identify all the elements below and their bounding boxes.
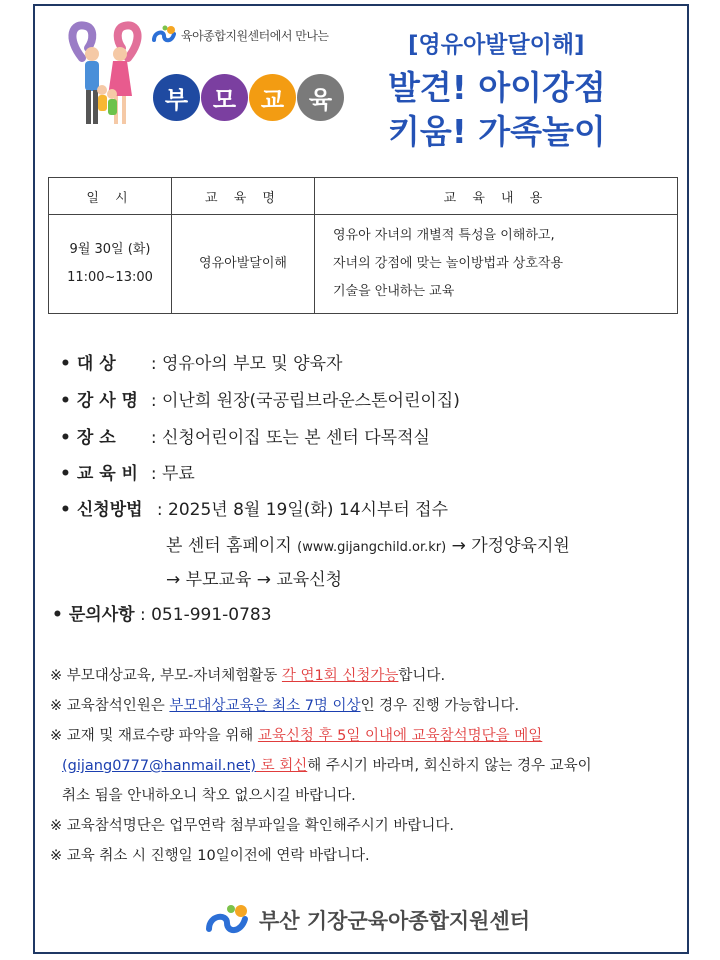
note-text: ※ 교재 및 재료수량 파악을 위해 [50, 728, 258, 744]
note-text: 해 주시기 바라며, 회신하지 않는 경우 교육이 [307, 758, 592, 774]
headline [388, 66, 606, 154]
content-line: 자녀의 강점에 맞는 놀이방법과 상호작용 [333, 256, 564, 271]
apply-line2-b: → 가정양육지원 [451, 536, 570, 556]
apply-line2-a: 본 센터 홈페이지 [166, 536, 292, 556]
apply-line-2 [166, 531, 570, 556]
target-label: 대 상 [76, 354, 116, 374]
cell-datetime [49, 215, 172, 314]
note-text: ※ 교육참석인원은 [50, 698, 170, 714]
category-label: [영유아발달이해] [408, 32, 585, 58]
apply-label: 신청방법 [76, 500, 143, 520]
target-value: : 영유아의 부모 및 양육자 [150, 354, 343, 374]
note-highlight: 교육신청 후 5일 이내에 교육참석명단을 메일 [257, 728, 543, 744]
cell-time: 11:00~13:00 [67, 270, 153, 285]
cell-name: 영유아발달이해 [172, 215, 315, 314]
apply-row: • 신청방법 : 2025년 8월 19일(화) 14시부터 접수 [60, 495, 448, 520]
title-char: 교 [249, 74, 296, 121]
title-char: 육 [297, 74, 344, 121]
apply-value: : 2025년 8월 19일(화) 14시부터 접수 [156, 500, 449, 520]
note-5: ※ 교육 취소 시 진행일 10일이전에 연락 바랍니다. [50, 848, 370, 864]
lecturer-label: 강 사 명 [76, 391, 138, 411]
note-text: ※ 부모대상교육, 부모-자녀체험활동 [50, 668, 282, 684]
note-4: ※ 교육참석명단은 업무연락 첨부파일을 확인해주시기 바랍니다. [50, 818, 454, 834]
content-line: 영유아 자녀의 개별적 특성을 이해하고, [333, 228, 555, 243]
note-1 [50, 664, 445, 685]
contact-row: • 문의사항 : 051-991-0783 [52, 600, 272, 625]
contact-value: : 051-991-0783 [139, 605, 272, 625]
note-3-line-3: 취소 됨을 안내하오니 착오 없으시길 바랍니다. [62, 788, 356, 804]
note-text: 합니다. [398, 668, 446, 684]
lecturer-row: • 강 사 명 : 이난희 원장(국공립브라운스톤어린이집) [60, 386, 460, 411]
target-row: • 대 상 : 영유아의 부모 및 양육자 [60, 349, 342, 374]
place-value: : 신청어린이집 또는 본 센터 다목적실 [150, 428, 430, 448]
center-logo-icon [152, 24, 178, 46]
content-line: 기술을 안내하는 교육 [333, 284, 455, 299]
footer [205, 903, 530, 937]
info-table [48, 177, 678, 314]
logo-caption: 육아종합지원센터에서 만나는 [181, 28, 329, 43]
email-link[interactable]: (gijang0777@hanmail.net) [62, 758, 256, 774]
header-content: 교 육 내 용 [315, 178, 678, 215]
cell-date: 9월 30일 (화) [69, 242, 151, 257]
fee-label: 교 육 비 [76, 464, 138, 484]
note-highlight: 각 연1회 신청가능 [281, 668, 399, 684]
place-label: 장 소 [76, 428, 116, 448]
title-char: 부 [153, 74, 200, 121]
contact-label: 문의사항 [68, 605, 135, 625]
footer-org-name: 부산 기장군육아종합지원센터 [259, 909, 531, 933]
apply-line-3: → 부모교육 → 교육신청 [166, 570, 343, 590]
header-datetime: 일 시 [49, 178, 172, 215]
place-row: • 장 소 : 신청어린이집 또는 본 센터 다목적실 [60, 423, 430, 448]
note-highlight: 부모대상교육은 최소 7명 이상 [169, 698, 361, 714]
lecturer-value: : 이난희 원장(국공립브라운스톤어린이집) [150, 391, 460, 411]
fee-value: : 무료 [150, 464, 195, 484]
note-3-line-2 [62, 754, 592, 775]
note-text: 인 경우 진행 가능합니다. [360, 698, 520, 714]
cell-content [315, 215, 678, 314]
center-logo-icon [205, 903, 253, 937]
table-row [49, 215, 678, 314]
headline-line-1: 발견! 아이강점 [388, 68, 606, 107]
header-name: 교 육 명 [172, 178, 315, 215]
family-illustration [64, 18, 146, 130]
title-char: 모 [201, 74, 248, 121]
table-header-row [49, 178, 678, 215]
note-3 [50, 724, 542, 745]
logo-caption-row [152, 24, 329, 46]
fee-row: • 교 육 비 : 무료 [60, 459, 195, 484]
homepage-link[interactable]: (www.gijangchild.or.kr) [297, 540, 447, 555]
note-highlight: 로 회신 [256, 758, 308, 774]
parent-education-title [153, 74, 344, 121]
note-2 [50, 694, 519, 715]
headline-line-2: 키움! 가족놀이 [388, 112, 606, 151]
